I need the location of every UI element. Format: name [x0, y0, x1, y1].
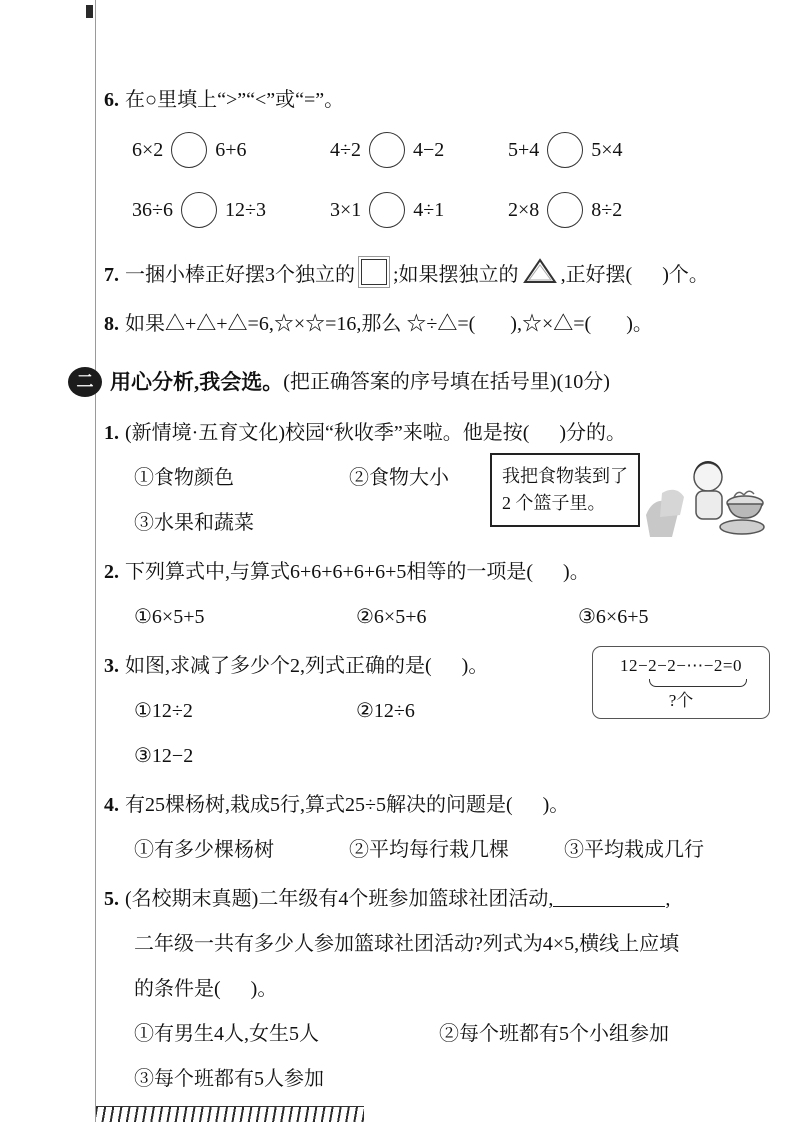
answer-circle: [369, 132, 405, 168]
underbrace: [649, 679, 747, 687]
question-3-figure: [592, 646, 770, 719]
comparison-row: [104, 187, 764, 233]
question-stem: 有25棵杨树,栽成5行,算式25÷5解决的问题是( )。: [125, 794, 570, 816]
question-number: 3.: [104, 655, 119, 677]
question-stem: 在○里填上“>”“<”或“=”。: [125, 89, 345, 111]
option-2: ②12÷6: [356, 700, 415, 722]
option-1: ①有男生4人,女生5人: [134, 1023, 319, 1045]
comparison-row: [104, 127, 764, 173]
stem-part: (名校期末真题)二年级有4个班参加篮球社团活动,: [125, 888, 554, 910]
option-2: ②每个班都有5个小组参加: [439, 1023, 669, 1045]
stem-part: 一捆小棒正好摆3个独立的: [125, 264, 355, 286]
option-1: ①有多少棵杨树: [134, 839, 274, 861]
question-number: 6.: [104, 89, 119, 111]
stem-part: 二年级一共有多少人参加篮球社团活动?列式为4×5,横线上应填: [134, 933, 680, 955]
right-expression: 8÷2: [591, 198, 623, 221]
right-expression: 12÷3: [224, 198, 266, 221]
stem-part: ,正好摆( )个。: [560, 264, 709, 286]
option-3: ③6×6+5: [578, 606, 649, 628]
section-2-header: [68, 367, 764, 397]
question-8: [104, 312, 764, 337]
comparison-item: [330, 192, 508, 228]
option-3: ③水果和蔬菜: [134, 512, 254, 534]
question-number: 2.: [104, 561, 119, 583]
fill-in-blank: [553, 888, 665, 907]
bottom-table-edge: [96, 1106, 364, 1122]
question-1-figure: [490, 453, 770, 537]
corner-mark: [86, 5, 93, 18]
right-expression: 4÷1: [413, 198, 445, 221]
question-number: 1.: [104, 422, 119, 444]
question-stem: 如果△+△+△=6,☆×☆=16,那么 ☆÷△=( ),☆×△=( )。: [125, 313, 653, 335]
option-3: ③平均栽成几行: [564, 839, 704, 861]
figure-expression: 12−2−2−⋯−2=0: [620, 656, 742, 675]
question-number: 4.: [104, 794, 119, 816]
left-expression: 6×2: [132, 138, 164, 161]
answer-circle: [171, 132, 207, 168]
choice-question-3: [104, 654, 764, 769]
option-1: ①食物颜色: [134, 467, 234, 489]
answer-circle: [547, 192, 583, 228]
comparison-item: [508, 192, 622, 228]
comparison-item: [132, 132, 330, 168]
section-subtitle: (把正确答案的序号填在括号里)(10分): [283, 370, 610, 393]
question-number: 5.: [104, 888, 119, 910]
option-1: ①6×5+5: [134, 606, 205, 628]
question-stem: 如图,求减了多少个2,列式正确的是( )。: [125, 655, 489, 677]
choice-question-5: [104, 887, 764, 1092]
answer-circle: [369, 192, 405, 228]
square-icon: [361, 259, 387, 285]
option-2: ②平均每行栽几棵: [349, 839, 509, 861]
choice-question-1: [104, 421, 764, 536]
right-expression: 4−2: [412, 138, 445, 161]
stem-part: ;如果摆独立的: [393, 264, 519, 286]
question-number: 7.: [104, 264, 119, 286]
right-expression: 6+6: [215, 138, 247, 161]
section-title: 用心分析,我会选。: [110, 369, 284, 394]
speech-line: 我把食物装到了: [502, 466, 628, 486]
stem-part: 的条件是( )。: [134, 978, 278, 1000]
left-expression: 5+4: [508, 138, 540, 161]
left-expression: 36÷6: [132, 198, 173, 221]
speech-bubble: [490, 453, 640, 527]
comparison-item: [132, 192, 330, 228]
answer-circle: [547, 132, 583, 168]
section-badge: 二: [68, 367, 102, 397]
option-3: ③每个班都有5人参加: [134, 1068, 324, 1090]
answer-circle: [181, 192, 217, 228]
left-expression: 4÷2: [330, 138, 361, 161]
question-6: [104, 88, 764, 233]
comparison-item: [508, 132, 623, 168]
option-1: ①12÷2: [134, 700, 193, 722]
option-2: ②6×5+6: [356, 606, 427, 628]
stem-part: ,: [665, 888, 671, 910]
option-2: ②食物大小: [349, 467, 449, 489]
left-expression: 2×8: [508, 198, 540, 221]
right-expression: 5×4: [591, 138, 623, 161]
question-stem: (新情境·五育文化)校园“秋收季”来啦。他是按( )分的。: [125, 422, 627, 444]
speech-line: 2 个篮子里。: [502, 493, 606, 513]
option-3: ③12−2: [134, 745, 194, 767]
left-expression: 3×1: [330, 198, 362, 221]
triangle-icon: [523, 257, 557, 285]
worksheet-content: [76, 88, 764, 1092]
figure-label: ?个: [668, 691, 694, 711]
choice-question-4: [104, 793, 764, 863]
question-7: [104, 257, 764, 288]
boy-with-baskets-illustration: [642, 453, 770, 537]
left-margin-rule: [95, 0, 96, 1122]
question-number: 8.: [104, 313, 119, 335]
choice-question-2: [104, 560, 764, 630]
comparison-item: [330, 132, 508, 168]
question-stem: 下列算式中,与算式6+6+6+6+6+5相等的一项是( )。: [125, 561, 590, 583]
